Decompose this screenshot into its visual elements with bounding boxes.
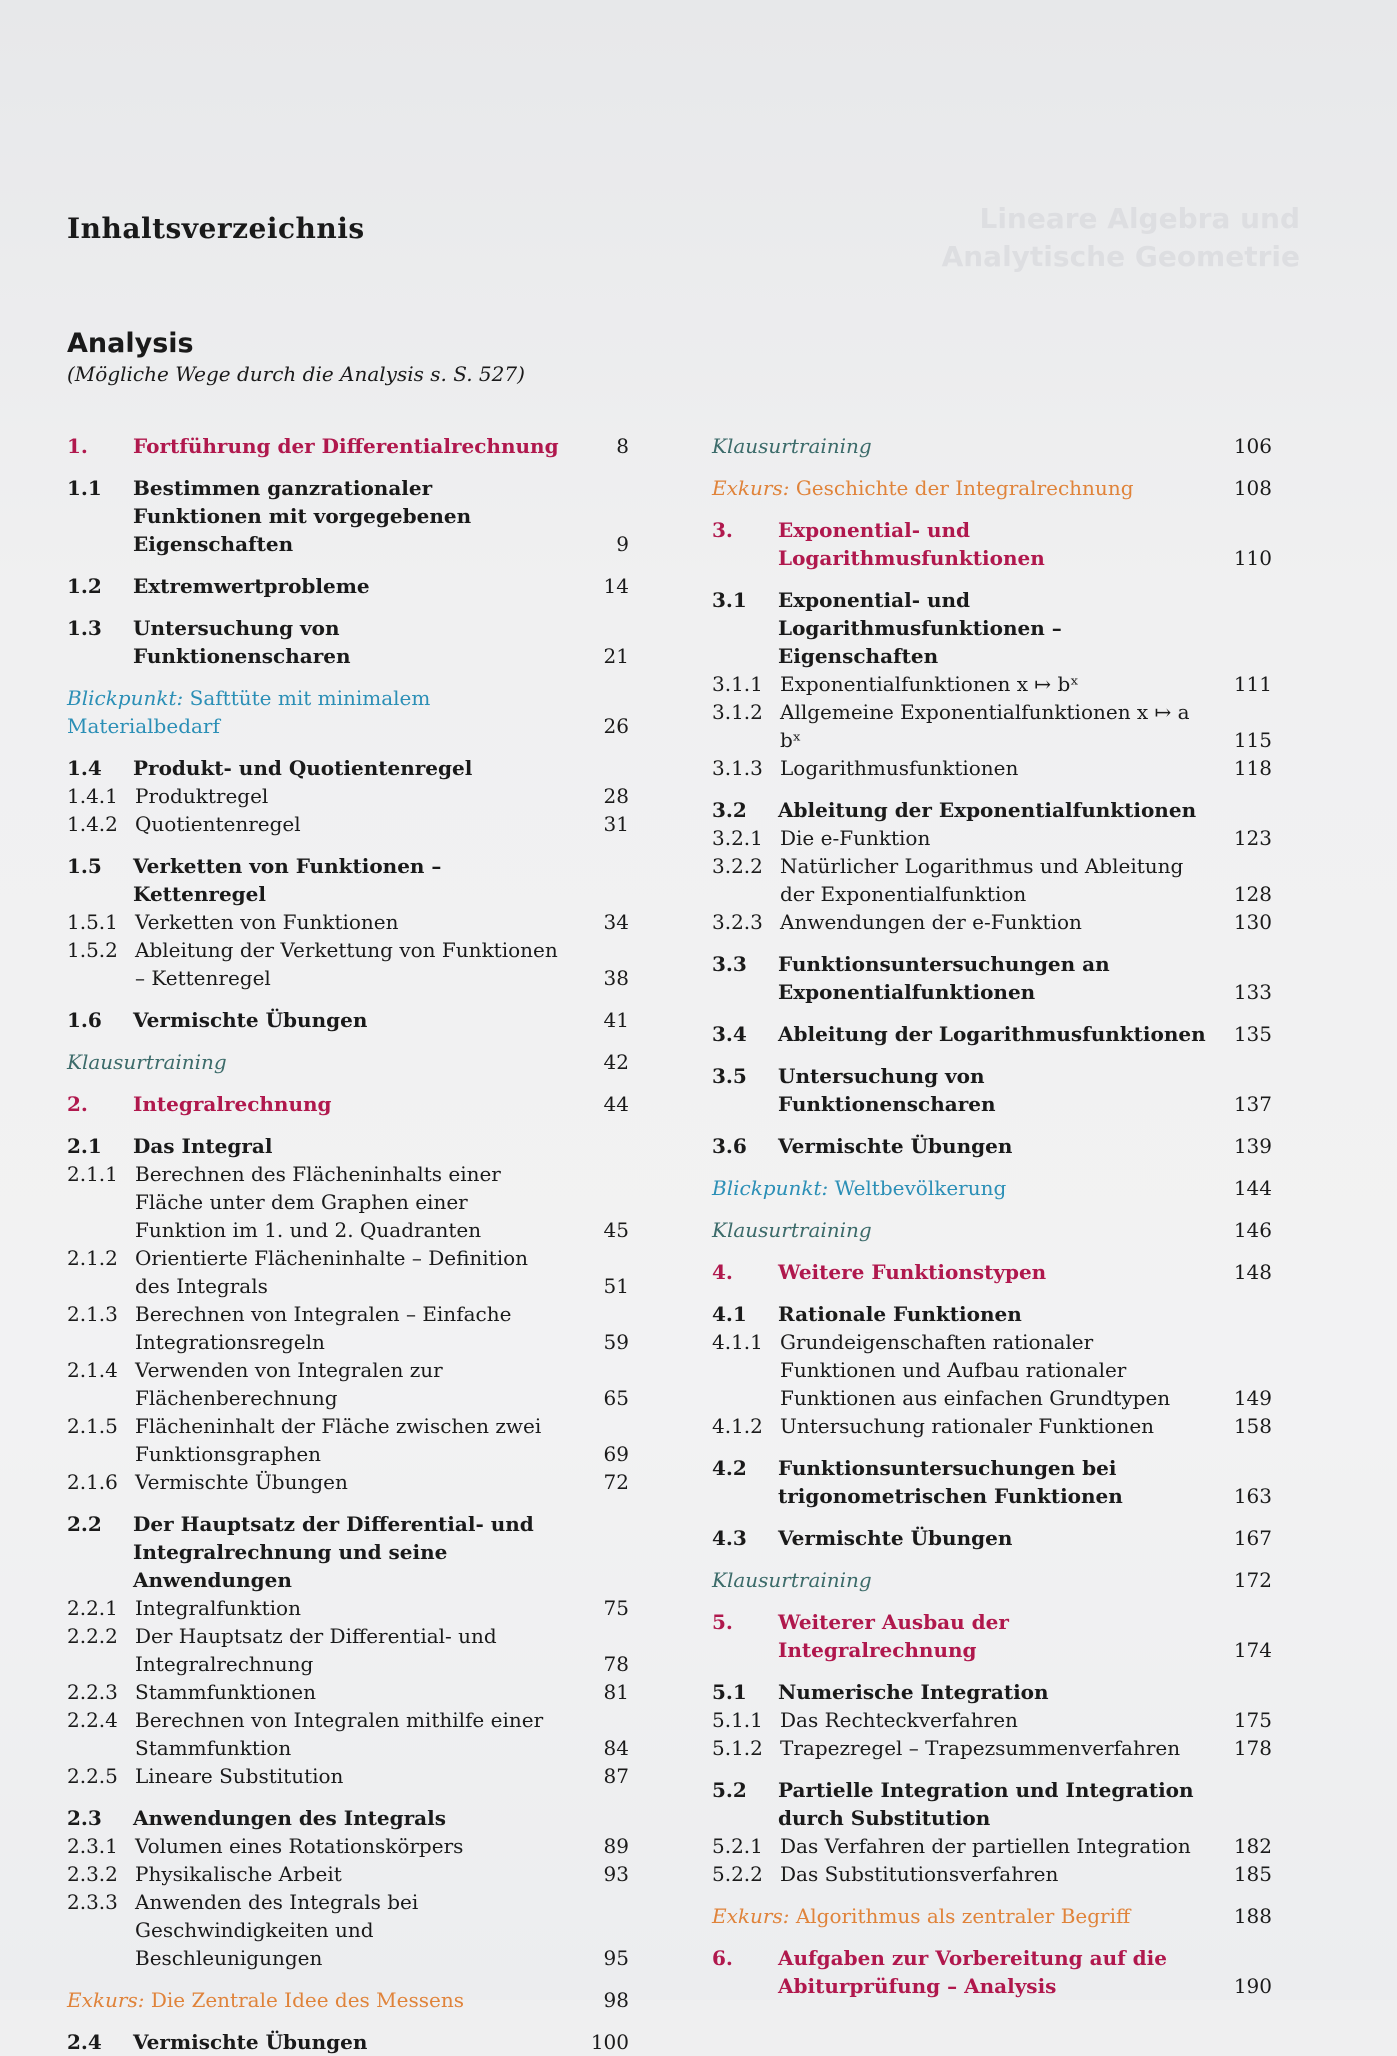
toc-entry-page: 178 <box>1233 1736 1272 1760</box>
toc-entry-page: 158 <box>1233 1414 1272 1438</box>
toc-entry-page: 69 <box>603 1442 629 1466</box>
toc-entry-number: 4. <box>712 1260 733 1284</box>
toc-entry-number: 2.3.1 <box>67 1834 118 1858</box>
toc-entry-title: Produktregel <box>135 784 269 808</box>
toc-entry-page: 149 <box>1233 1386 1272 1410</box>
toc-entry-section <box>67 1510 629 1594</box>
toc-entry-number: 3.5 <box>712 1064 747 1088</box>
toc-entry-title: Funktionsuntersuchungen an Exponentialfunktionen <box>778 952 1110 1004</box>
toc-entry-title: Physikalische Arbeit <box>135 1862 342 1886</box>
toc-entry-label: Blickpunkt: <box>712 1176 829 1200</box>
toc-entry-page: 93 <box>603 1862 629 1886</box>
toc-entry-section <box>67 754 629 782</box>
bleed-line: Lineare Algebra und <box>979 202 1300 235</box>
bleed-line: Analytische Geometrie <box>941 240 1300 273</box>
toc-entry-title: Integralrechnung <box>133 1092 332 1116</box>
toc-entry-sub <box>712 1412 1272 1440</box>
toc-entry-page: 84 <box>603 1736 629 1760</box>
toc-entry-title: Ableitung der Logarithmusfunktionen <box>778 1022 1206 1046</box>
toc-entry-sub <box>67 1762 629 1790</box>
toc-entry-number: 5.1 <box>712 1680 747 1704</box>
toc-entry-number: 2.1.6 <box>67 1470 118 1494</box>
toc-entry-title: Klausurtraining <box>712 434 872 458</box>
toc-entry-klausur <box>712 1216 1272 1244</box>
toc-entry-number: 5.2 <box>712 1778 747 1802</box>
toc-entry-page: 59 <box>603 1330 629 1354</box>
toc-entry-number: 4.2 <box>712 1456 747 1480</box>
toc-entry-title: Berechnen von Integralen mithilfe einer Stammfunktion <box>135 1708 544 1760</box>
toc-entry-text: Geschichte der Integralrechnung <box>795 476 1134 500</box>
toc-entry-title <box>67 684 567 740</box>
toc-entry-title: Orientierte Flächeninhalte – Definition des Integrals <box>135 1246 529 1298</box>
toc-entry-title: Das Substitutionsverfahren <box>780 1862 1059 1886</box>
toc-entry-number: 3.2.1 <box>712 826 763 850</box>
toc-entry-page: 182 <box>1233 1834 1272 1858</box>
toc-entry-title: Grundeigenschaften rationaler Funktionen und Aufbau rationaler Funktionen aus einfachen Grundtypen <box>780 1330 1171 1410</box>
toc-entry-number: 3.1.1 <box>712 672 763 696</box>
toc-entry-title: Rationale Funktionen <box>778 1302 1022 1326</box>
toc-entry-page: 42 <box>603 1050 629 1074</box>
toc-entry-page: 87 <box>603 1764 629 1788</box>
toc-entry-sub <box>67 1160 629 1244</box>
toc-entry-title: Vermischte Übungen <box>133 2030 368 2054</box>
toc-entry-title: Berechnen des Flächeninhalts einer Fläche unter dem Graphen einer Funktion im 1. und 2. Quadranten <box>135 1162 501 1242</box>
toc-entry-section <box>712 1062 1272 1118</box>
toc-entry-number: 4.3 <box>712 1526 747 1550</box>
toc-entry-title: Das Verfahren der partiellen Integration <box>780 1834 1191 1858</box>
toc-entry-number: 1.2 <box>67 574 102 598</box>
toc-entry-page: 51 <box>603 1274 629 1298</box>
toc-entry-page: 8 <box>616 434 629 458</box>
toc-entry-sub <box>67 782 629 810</box>
toc-entry-title: Ableitung der Exponentialfunktionen <box>778 798 1197 822</box>
toc-entry-page: 44 <box>603 1092 629 1116</box>
toc-entry-section <box>712 586 1272 670</box>
toc-entry-number: 1.4.1 <box>67 784 118 808</box>
toc-entry-number: 5. <box>712 1610 733 1634</box>
toc-entry-chapter <box>712 1944 1272 2000</box>
toc-entry-sub <box>67 1594 629 1622</box>
toc-entry-page: 110 <box>1233 546 1272 570</box>
toc-entry-sub <box>712 1328 1272 1412</box>
toc-entry-chapter <box>712 1608 1272 1664</box>
toc-entry-sub <box>67 810 629 838</box>
toc-entry-number: 2.2.2 <box>67 1624 118 1648</box>
toc-entry-title: Bestimmen ganzrationaler Funktionen mit vorgegebenen Eigenschaften <box>133 476 472 556</box>
toc-entry-page: 14 <box>603 574 629 598</box>
toc-entry-page: 123 <box>1233 826 1272 850</box>
toc-entry-page: 133 <box>1233 980 1272 1004</box>
toc-entry-number: 3.3 <box>712 952 747 976</box>
toc-entry-text: Weltbevölkerung <box>834 1176 1007 1200</box>
toc-entry-sub <box>67 1832 629 1860</box>
toc-entry-number: 2.3.3 <box>67 1890 118 1914</box>
toc-entry-page: 98 <box>603 1988 629 2012</box>
toc-entry-title: Vermischte Übungen <box>778 1134 1013 1158</box>
toc-entry-number: 2.1 <box>67 1134 102 1158</box>
toc-entry-title: Klausurtraining <box>712 1218 872 1242</box>
toc-entry-title: Stammfunktionen <box>135 1680 316 1704</box>
section-heading: Analysis <box>67 328 194 359</box>
toc-entry-title: Verketten von Funktionen – Kettenregel <box>133 854 442 906</box>
toc-entry-sub <box>712 852 1272 908</box>
toc-entry-section <box>712 1020 1272 1048</box>
toc-entry-title: Quotientenregel <box>135 812 301 836</box>
toc-entry-title: Das Rechteckverfahren <box>780 1708 1018 1732</box>
toc-entry-number: 3.4 <box>712 1022 747 1046</box>
toc-entry-title: Vermischte Übungen <box>133 1008 368 1032</box>
toc-entry-section <box>712 1524 1272 1552</box>
toc-entry-exkurs <box>67 1986 629 2014</box>
toc-entry-exkurs <box>712 474 1272 502</box>
toc-entry-sub <box>67 1622 629 1678</box>
toc-entry-sub <box>67 1706 629 1762</box>
toc-entry-page: 148 <box>1233 1260 1272 1284</box>
toc-entry-page: 31 <box>603 812 629 836</box>
toc-entry-section <box>712 1454 1272 1510</box>
toc-entry-chapter <box>712 516 1272 572</box>
toc-entry-title: Klausurtraining <box>67 1050 227 1074</box>
toc-entry-number: 2.2.1 <box>67 1596 118 1620</box>
toc-entry-number: 1.5 <box>67 854 102 878</box>
toc-entry-number: 4.1.2 <box>712 1414 763 1438</box>
toc-entry-blick <box>712 1174 1272 1202</box>
toc-entry-page: 26 <box>603 714 629 738</box>
toc-entry-number: 1.6 <box>67 1008 102 1032</box>
toc-entry-sub <box>67 1244 629 1300</box>
toc-entry-title: Allgemeine Exponentialfunktionen x ↦ a bˣ <box>780 700 1190 752</box>
toc-entry-title: Anwendungen des Integrals <box>133 1806 446 1830</box>
toc-entry-title: Weitere Funktionstypen <box>778 1260 1047 1284</box>
toc-entry-section <box>67 474 629 558</box>
toc-entry-number: 1.1 <box>67 476 102 500</box>
toc-entry-blick <box>67 684 629 740</box>
toc-entry-label: Exkurs: <box>67 1988 145 2012</box>
toc-entry-page: 38 <box>603 966 629 990</box>
toc-entry-title: Flächeninhalt der Fläche zwischen zwei Funktionsgraphen <box>135 1414 542 1466</box>
toc-entry-sub <box>67 1678 629 1706</box>
toc-entry-title: Logarithmusfunktionen <box>780 756 1019 780</box>
toc-entry-page: 100 <box>590 2030 629 2054</box>
toc-entry-page: 175 <box>1233 1708 1272 1732</box>
toc-entry-number: 1.5.1 <box>67 910 118 934</box>
toc-entry-title: Untersuchung von Funktionenscharen <box>778 1064 996 1116</box>
toc-entry-title <box>67 1986 567 2014</box>
toc-entry-title: Anwenden des Integrals bei Geschwindigkeiten und Beschleunigungen <box>135 1890 419 1970</box>
toc-entry-title: Produkt- und Quotientenregel <box>133 756 473 780</box>
toc-entry-page: 65 <box>603 1386 629 1410</box>
toc-entry-sub <box>67 936 629 992</box>
toc-left-column <box>67 432 629 2056</box>
section-note: (Mögliche Wege durch die Analysis s. S. 527) <box>67 362 525 386</box>
toc-entry-number: 5.1.2 <box>712 1736 763 1760</box>
toc-entry-page: 34 <box>603 910 629 934</box>
toc-entry-number: 1. <box>67 434 88 458</box>
toc-entry-page: 108 <box>1233 476 1272 500</box>
toc-entry-title <box>712 1174 1210 1202</box>
toc-entry-section <box>712 796 1272 824</box>
toc-entry-number: 2.3 <box>67 1806 102 1830</box>
toc-entry-number: 2.4 <box>67 2030 102 2054</box>
toc-entry-title: Aufgaben zur Vorbereitung auf die Abiturprüfung – Analysis <box>778 1946 1167 1998</box>
toc-entry-number: 1.4 <box>67 756 102 780</box>
toc-entry-number: 3.1 <box>712 588 747 612</box>
toc-entry-title: Partielle Integration und Integration durch Substitution <box>778 1778 1194 1830</box>
toc-entry-title: Funktionsuntersuchungen bei trigonometrischen Funktionen <box>778 1456 1123 1508</box>
toc-entry-number: 2.1.4 <box>67 1358 118 1382</box>
toc-entry-page: 111 <box>1233 672 1272 696</box>
bleed-through-text <box>900 200 1300 320</box>
toc-entry-sub <box>712 1832 1272 1860</box>
toc-entry-page: 172 <box>1233 1568 1272 1592</box>
toc-entry-page: 9 <box>616 532 629 556</box>
toc-entry-section <box>67 614 629 670</box>
toc-entry-sub <box>712 1860 1272 1888</box>
toc-entry-page: 95 <box>603 1946 629 1970</box>
toc-entry-sub <box>67 1860 629 1888</box>
toc-entry-text: Safttüte mit minimalem Materialbedarf <box>67 686 431 738</box>
toc-entry-number: 5.2.1 <box>712 1834 763 1858</box>
toc-entry-number: 5.1.1 <box>712 1708 763 1732</box>
toc-entry-page: 75 <box>603 1596 629 1620</box>
toc-entry-number: 3.2.3 <box>712 910 763 934</box>
toc-entry-sub <box>712 908 1272 936</box>
toc-entry-section <box>67 852 629 908</box>
toc-entry-page: 135 <box>1233 1022 1272 1046</box>
toc-entry-number: 2.1.3 <box>67 1302 118 1326</box>
toc-entry-page: 137 <box>1233 1092 1272 1116</box>
toc-entry-title: Trapezregel – Trapezsummenverfahren <box>780 1736 1181 1760</box>
toc-entry-sub <box>712 698 1272 754</box>
toc-entry-page: 167 <box>1233 1526 1272 1550</box>
toc-entry-sub <box>67 1356 629 1412</box>
toc-entry-title: Exponential- und Logarithmusfunktionen – Eigenschaften <box>778 588 1062 668</box>
toc-entry-title: Exponentialfunktionen x ↦ bˣ <box>780 672 1079 696</box>
toc-entry-title <box>712 1902 1210 1930</box>
toc-entry-section <box>712 950 1272 1006</box>
toc-entry-number: 3.6 <box>712 1134 747 1158</box>
toc-entry-number: 3. <box>712 518 733 542</box>
toc-entry-title: Das Integral <box>133 1134 273 1158</box>
toc-entry-title: Klausurtraining <box>712 1568 872 1592</box>
toc-entry-sub <box>712 1734 1272 1762</box>
toc-entry-number: 2.2.4 <box>67 1708 118 1732</box>
toc-entry-title: Fortführung der Differentialrechnung <box>133 434 559 458</box>
toc-entry-page: 185 <box>1233 1862 1272 1886</box>
toc-entry-title: Lineare Substitution <box>135 1764 344 1788</box>
toc-entry-title: Volumen eines Rotationskörpers <box>135 1834 464 1858</box>
toc-entry-title: Verwenden von Integralen zur Flächenberechnung <box>135 1358 443 1410</box>
toc-entry-title: Verketten von Funktionen <box>135 910 399 934</box>
toc-entry-title <box>712 474 1210 502</box>
toc-entry-number: 5.2.2 <box>712 1862 763 1886</box>
toc-entry-section <box>67 2028 629 2056</box>
toc-entry-exkurs <box>712 1902 1272 1930</box>
toc-entry-label: Exkurs: <box>712 476 790 500</box>
toc-entry-page: 28 <box>603 784 629 808</box>
toc-entry-number: 2.2.3 <box>67 1680 118 1704</box>
toc-entry-sub <box>712 754 1272 782</box>
toc-entry-title: Extremwertprobleme <box>133 574 370 598</box>
toc-entry-number: 3.1.3 <box>712 756 763 780</box>
toc-entry-number: 1.3 <box>67 616 102 640</box>
toc-entry-page: 146 <box>1233 1218 1272 1242</box>
toc-entry-title: Natürlicher Logarithmus und Ableitung der Exponentialfunktion <box>780 854 1184 906</box>
toc-entry-chapter <box>712 1258 1272 1286</box>
toc-entry-title: Vermischte Übungen <box>778 1526 1013 1550</box>
toc-entry-number: 2.1.2 <box>67 1246 118 1270</box>
toc-entry-text: Die Zentrale Idee des Messens <box>150 1988 464 2012</box>
page-title: Inhaltsverzeichnis <box>67 212 365 245</box>
toc-entry-section <box>67 1804 629 1832</box>
toc-entry-number: 2. <box>67 1092 88 1116</box>
toc-entry-page: 81 <box>603 1680 629 1704</box>
toc-entry-sub <box>67 908 629 936</box>
toc-entry-page: 188 <box>1233 1904 1272 1928</box>
toc-entry-title: Untersuchung rationaler Funktionen <box>780 1414 1155 1438</box>
toc-entry-klausur <box>67 1048 629 1076</box>
toc-entry-sub <box>67 1300 629 1356</box>
toc-entry-section <box>712 1678 1272 1706</box>
toc-entry-section <box>712 1132 1272 1160</box>
toc-right-column <box>712 432 1272 2000</box>
toc-entry-title: Exponential- und Logarithmusfunktionen <box>778 518 1045 570</box>
toc-entry-page: 41 <box>603 1008 629 1032</box>
toc-entry-sub <box>712 670 1272 698</box>
toc-entry-number: 2.1.5 <box>67 1414 118 1438</box>
toc-entry-section <box>712 1776 1272 1832</box>
toc-entry-number: 2.3.2 <box>67 1862 118 1886</box>
toc-entry-title: Ableitung der Verkettung von Funktionen – Kettenregel <box>135 938 558 990</box>
toc-entry-number: 1.5.2 <box>67 938 118 962</box>
toc-entry-klausur <box>712 1566 1272 1594</box>
toc-entry-section <box>67 1132 629 1160</box>
toc-entry-page: 78 <box>603 1652 629 1676</box>
toc-entry-chapter <box>67 432 629 460</box>
toc-entry-number: 2.1.1 <box>67 1162 118 1186</box>
toc-entry-page: 130 <box>1233 910 1272 934</box>
toc-entry-page: 128 <box>1233 882 1272 906</box>
toc-entry-page: 21 <box>603 644 629 668</box>
toc-entry-title: Numerische Integration <box>778 1680 1049 1704</box>
toc-entry-title: Integralfunktion <box>135 1596 301 1620</box>
toc-entry-page: 163 <box>1233 1484 1272 1508</box>
toc-entry-page: 72 <box>603 1470 629 1494</box>
toc-entry-section <box>67 1006 629 1034</box>
toc-entry-label: Blickpunkt: <box>67 686 184 710</box>
toc-entry-title: Untersuchung von Funktionenscharen <box>133 616 351 668</box>
toc-entry-section <box>712 1300 1272 1328</box>
toc-entry-title: Der Hauptsatz der Differential- und Integralrechnung und seine Anwendungen <box>133 1512 534 1592</box>
toc-entry-number: 4.1 <box>712 1302 747 1326</box>
toc-entry-number: 3.2 <box>712 798 747 822</box>
toc-entry-page: 190 <box>1233 1974 1272 1998</box>
toc-entry-title: Die e-Funktion <box>780 826 931 850</box>
toc-entry-number: 3.2.2 <box>712 854 763 878</box>
toc-entry-page: 115 <box>1233 728 1272 752</box>
toc-entry-number: 3.1.2 <box>712 700 763 724</box>
toc-entry-page: 45 <box>603 1218 629 1242</box>
toc-entry-number: 4.1.1 <box>712 1330 763 1354</box>
toc-entry-page: 174 <box>1233 1638 1272 1662</box>
toc-entry-sub <box>67 1468 629 1496</box>
toc-entry-page: 106 <box>1233 434 1272 458</box>
toc-entry-text: Algorithmus als zentraler Begriff <box>795 1904 1131 1928</box>
toc-entry-number: 1.4.2 <box>67 812 118 836</box>
toc-entry-page: 139 <box>1233 1134 1272 1158</box>
toc-entry-number: 2.2.5 <box>67 1764 118 1788</box>
toc-entry-page: 144 <box>1233 1176 1272 1200</box>
toc-entry-title: Weiterer Ausbau der Integralrechnung <box>778 1610 1009 1662</box>
toc-entry-label: Exkurs: <box>712 1904 790 1928</box>
toc-entry-title: Berechnen von Integralen – Einfache Integrationsregeln <box>135 1302 512 1354</box>
toc-entry-sub <box>67 1888 629 1972</box>
toc-entry-sub <box>712 824 1272 852</box>
toc-entry-sub <box>67 1412 629 1468</box>
toc-entry-section <box>67 572 629 600</box>
toc-entry-number: 6. <box>712 1946 733 1970</box>
toc-entry-number: 2.2 <box>67 1512 102 1536</box>
toc-entry-klausur <box>712 432 1272 460</box>
toc-entry-title: Vermischte Übungen <box>135 1470 348 1494</box>
toc-entry-chapter <box>67 1090 629 1118</box>
toc-entry-title: Anwendungen der e-Funktion <box>780 910 1082 934</box>
toc-entry-title: Der Hauptsatz der Differential- und Integralrechnung <box>135 1624 497 1676</box>
toc-entry-page: 89 <box>603 1834 629 1858</box>
toc-entry-page: 118 <box>1233 756 1272 780</box>
toc-entry-sub <box>712 1706 1272 1734</box>
